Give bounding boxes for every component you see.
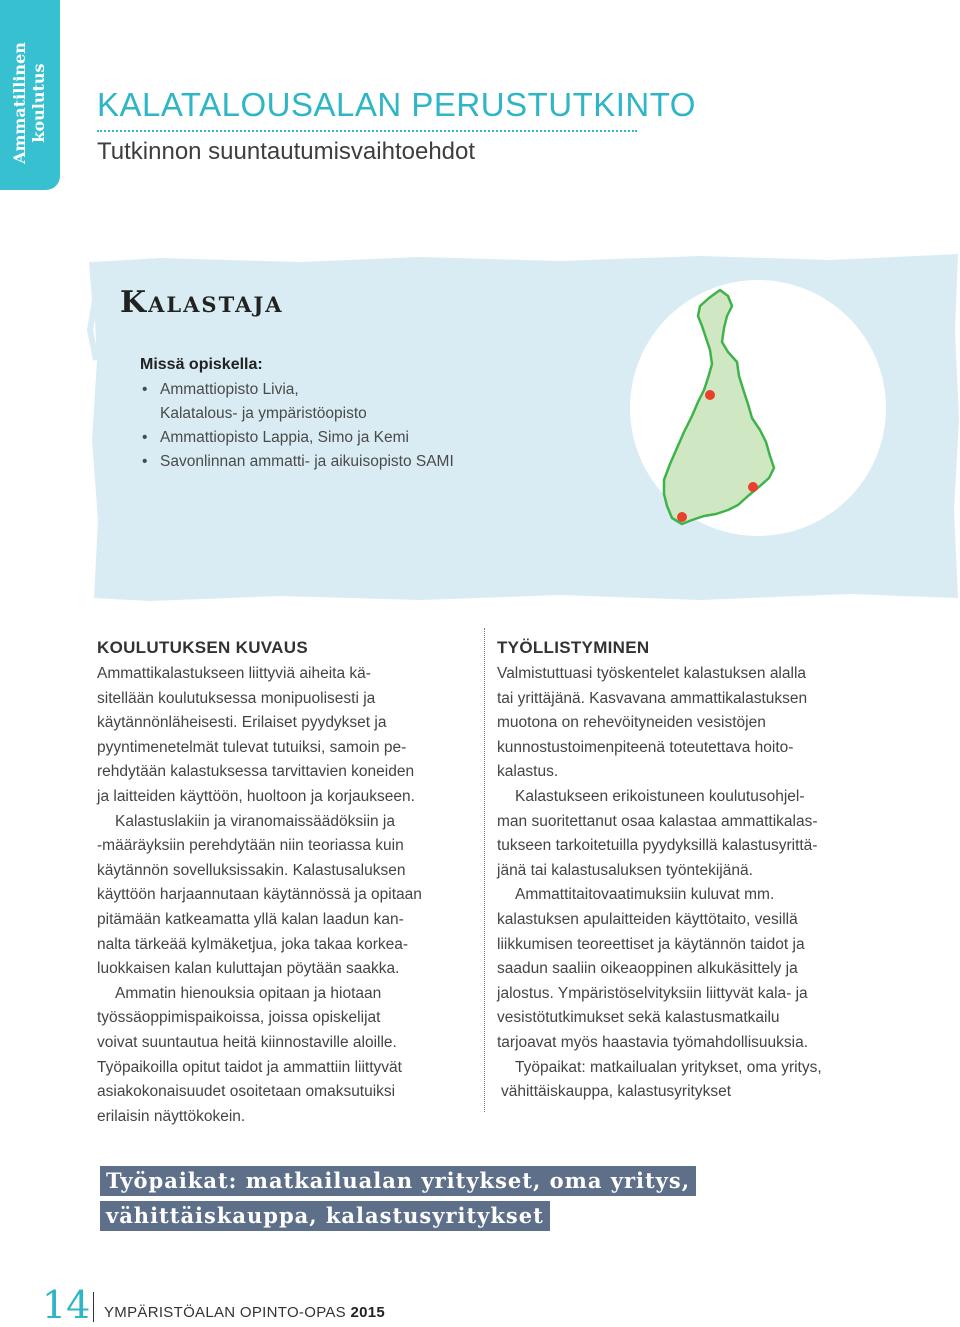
map-marker bbox=[748, 482, 758, 492]
text-line: -määräyksiin perehdytään niin teoriassa kuin bbox=[97, 837, 404, 855]
text-line: Ammatin hienouksia opitaan ja hiotaan bbox=[115, 984, 382, 1002]
publication-year: 2015 bbox=[350, 1304, 386, 1321]
text-line: kunnostustoimenpiteenä toteutettava hoito- bbox=[497, 738, 794, 756]
left-column-heading: KOULUTUKSEN KUVAUS bbox=[97, 638, 308, 657]
text-line: tarjoavat myös haastavia työmahdollisuuksia. bbox=[497, 1033, 809, 1051]
text-line: Ammattitaitovaatimuksiin kuluvat mm. bbox=[515, 886, 775, 904]
text-line: luokkaisen kalan kuluttajan pöytään saakka. bbox=[97, 960, 400, 978]
document-title: KALATALOUSALAN PERUSTUTKINTO bbox=[97, 86, 696, 123]
text-line: muotona on rehevöityneiden vesistöjen bbox=[497, 714, 766, 732]
text-line: voivat suuntautua heitä kiinnostaville aloille. bbox=[97, 1033, 397, 1051]
jobs-banner-line-2-wrap bbox=[100, 1201, 550, 1231]
text-line: asiakokonaisuudet osoitetaan omaksutuiksi bbox=[97, 1083, 396, 1101]
text-line: sitellään koulutuksessa monipuolisesti ja bbox=[97, 689, 376, 707]
text-line: Työpaikoilla opitut taidot ja ammattiin liittyvät bbox=[97, 1058, 402, 1076]
text-line: käytännönläheisesti. Erilaiset pyydykset ja bbox=[97, 714, 387, 732]
right-column-heading: TYÖLLISTYMINEN bbox=[497, 638, 650, 657]
text-line: Kalastukseen erikoistuneen koulutusohjel- bbox=[515, 787, 805, 805]
text-line: pyyntimenetelmät tulevat tutuiksi, samoin pe- bbox=[97, 738, 407, 756]
text-line: Työpaikat: matkailualan yritykset, oma yritys, bbox=[515, 1058, 822, 1076]
document-subtitle: Tutkinnon suuntautumisvaihtoehdot bbox=[97, 138, 476, 165]
list-item: Kalatalous- ja ympäristöopisto bbox=[160, 405, 367, 422]
right-column-text bbox=[497, 662, 822, 1105]
footer-divider bbox=[93, 1292, 94, 1322]
footer-publication bbox=[104, 1304, 385, 1321]
text-line: kalastuksen apulaitteiden käyttötaito, vesillä bbox=[497, 910, 798, 928]
panel-heading: Kalastaja bbox=[120, 285, 284, 320]
text-line: vesistötutkimukset sekä kalastusmatkailu bbox=[497, 1009, 780, 1027]
text-line: nalta tärkeää kylmäketjua, joka takaa korkea- bbox=[97, 935, 409, 953]
side-tab-line-1: Ammatillinen bbox=[10, 42, 29, 164]
text-line: Kalastuslakiin ja viranomaissäädöksiin ja bbox=[115, 812, 395, 830]
list-item: • Ammattiopisto Livia, bbox=[140, 378, 454, 402]
text-line: ja laitteiden käyttöön, huoltoon ja korjaukseen. bbox=[97, 787, 415, 805]
finland-map bbox=[0, 0, 960, 620]
text-line: rehdytään kalastuksessa tarvittavien koneiden bbox=[97, 763, 415, 781]
map-marker bbox=[677, 512, 687, 522]
jobs-banner-line-2: vähittäiskauppa, kalastusyritykset bbox=[100, 1201, 550, 1231]
text-line: saadun saaliin oikeaoppinen alkukäsittely ja bbox=[497, 960, 798, 978]
text-line: pitämään katkeamatta yllä kalan laadun kan- bbox=[97, 910, 404, 928]
text-line: Ammattikalastukseen liittyviä aiheita kä- bbox=[97, 665, 371, 682]
left-column-text bbox=[97, 662, 422, 1129]
text-line: man suoritettanut osaa kalastaa ammattikalas- bbox=[497, 812, 818, 830]
text-line: työssäoppimispaikoissa, joissa opiskelijat bbox=[97, 1009, 381, 1027]
text-line: jänä tai kalastusaluksen työntekijänä. bbox=[497, 861, 753, 879]
text-line: käytännön sovelluksissakin. Kalastusaluksen bbox=[97, 861, 406, 879]
text-line: kalastus. bbox=[497, 763, 559, 781]
side-tab-line-2: koulutus bbox=[29, 63, 48, 143]
text-line: erilaisin näyttökokein. bbox=[97, 1107, 246, 1125]
page-number: 14 bbox=[42, 1283, 91, 1327]
text-line: Valmistuttuasi työskentelet kalastuksen alalla bbox=[497, 665, 807, 682]
text-line: vähittäiskauppa, kalastusyritykset bbox=[501, 1083, 732, 1101]
text-line: käyttöön harjaannutaan käytännössä ja opitaan bbox=[97, 886, 422, 904]
jobs-banner-line-1: Työpaikat: matkailualan yritykset, oma yritys, bbox=[100, 1166, 696, 1196]
list-item: • Ammattiopisto Lappia, Simo ja Kemi bbox=[140, 426, 454, 450]
text-line: jalostus. Ympäristöselvityksiin liittyvät kala- ja bbox=[497, 984, 808, 1002]
publication-title: YMPÄRISTÖALAN OPINTO-OPAS bbox=[104, 1304, 346, 1321]
map-marker bbox=[705, 390, 715, 400]
study-places-label: Missä opiskella: bbox=[140, 356, 263, 373]
jobs-banner-line-1-wrap bbox=[100, 1166, 696, 1196]
text-line: tukseen tarkoitetuilla pyydyksillä kalastusyrittä- bbox=[497, 837, 818, 855]
text-line: tai yrittäjänä. Kasvavana ammattikalastuksen bbox=[497, 689, 808, 707]
list-item: • Savonlinnan ammatti- ja aikuisopisto SAMI bbox=[140, 450, 454, 474]
text-line: liikkumisen teoreettiset ja käytännön taidot ja bbox=[497, 935, 805, 953]
column-divider bbox=[484, 628, 485, 1112]
